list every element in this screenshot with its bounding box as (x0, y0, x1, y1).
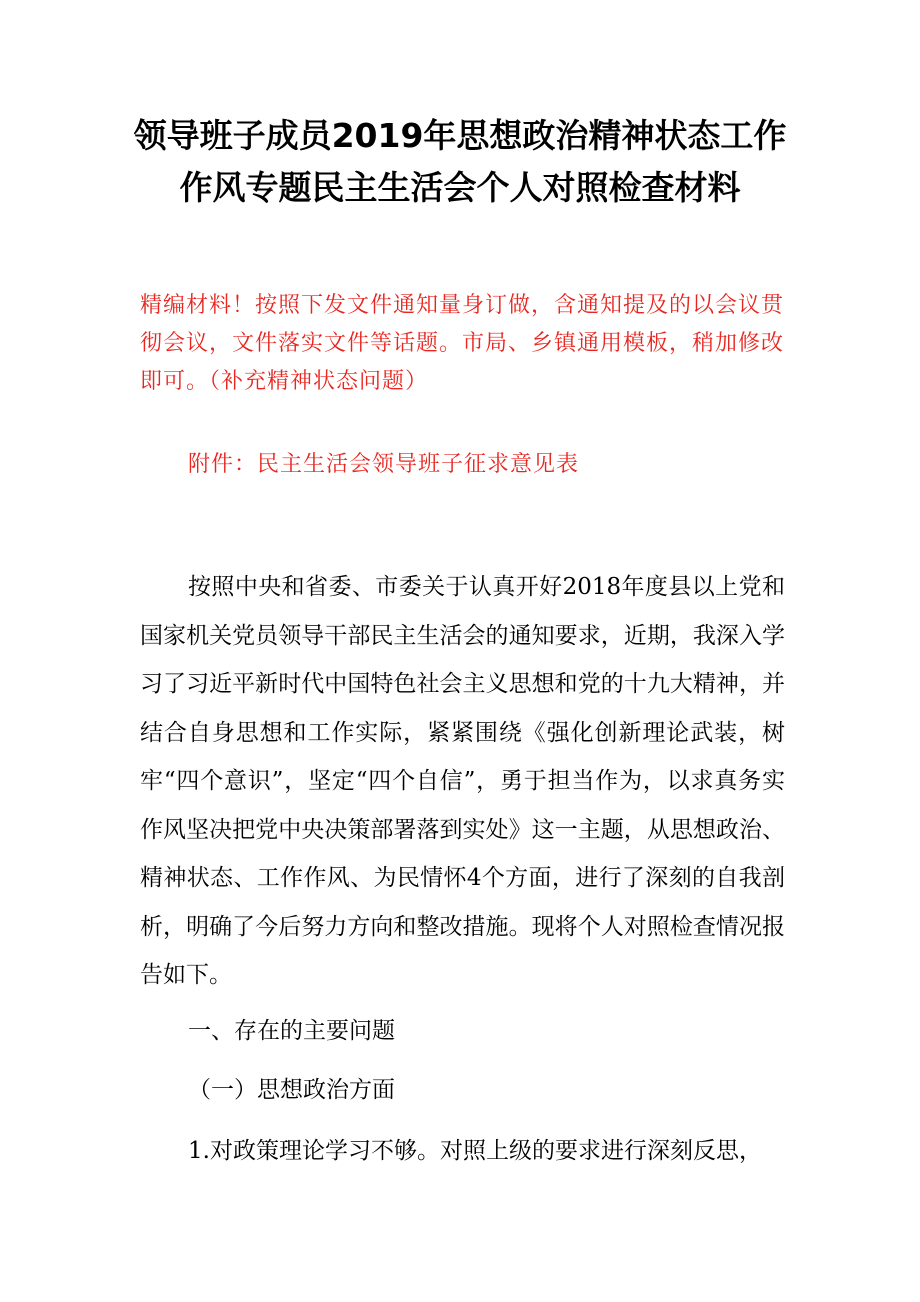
editor-notice: 精编材料！按照下发文件通知量身订做，含通知提及的以会议贯彻会议，文件落实文件等话题。市局、乡镇通用模板，稍加修改即可。（补充精神状态问题） (140, 293, 785, 394)
document-title: 领导班子成员2019年思想政治精神状态工作作风专题民主生活会个人对照检查材料 (133, 116, 787, 207)
intro-paragraph: 按照中央和省委、市委关于认真开好2018年度县以上党和国家机关党员领导干部民主生活会的通知要求，近期，我深入学习了习近平新时代中国特色社会主义思想和党的十九大精神，并结合自身思想和工作实际，紧紧围绕《强化创新理论武装，树牢“四个意识”，坚定“四个自信”，勇于担当作为，以求真务实作风坚决把党中央决策部署落到实处》这一主题，从思想政治、精神状态、工作作风、为民情怀4个方面，进行了深刻的自我剖析，明确了今后努力方向和整改措施。现将个人对照检查情况报告如下。 (140, 574, 785, 988)
subsection-heading: （一）思想政治方面 (188, 1077, 395, 1103)
section-heading: 一、存在的主要问题 (188, 1018, 395, 1044)
attachment-note: 附件：民主生活会领导班子征求意见表 (188, 452, 580, 477)
list-item-1: 1.对政策理论学习不够。对照上级的要求进行深刻反思， (188, 1138, 762, 1164)
